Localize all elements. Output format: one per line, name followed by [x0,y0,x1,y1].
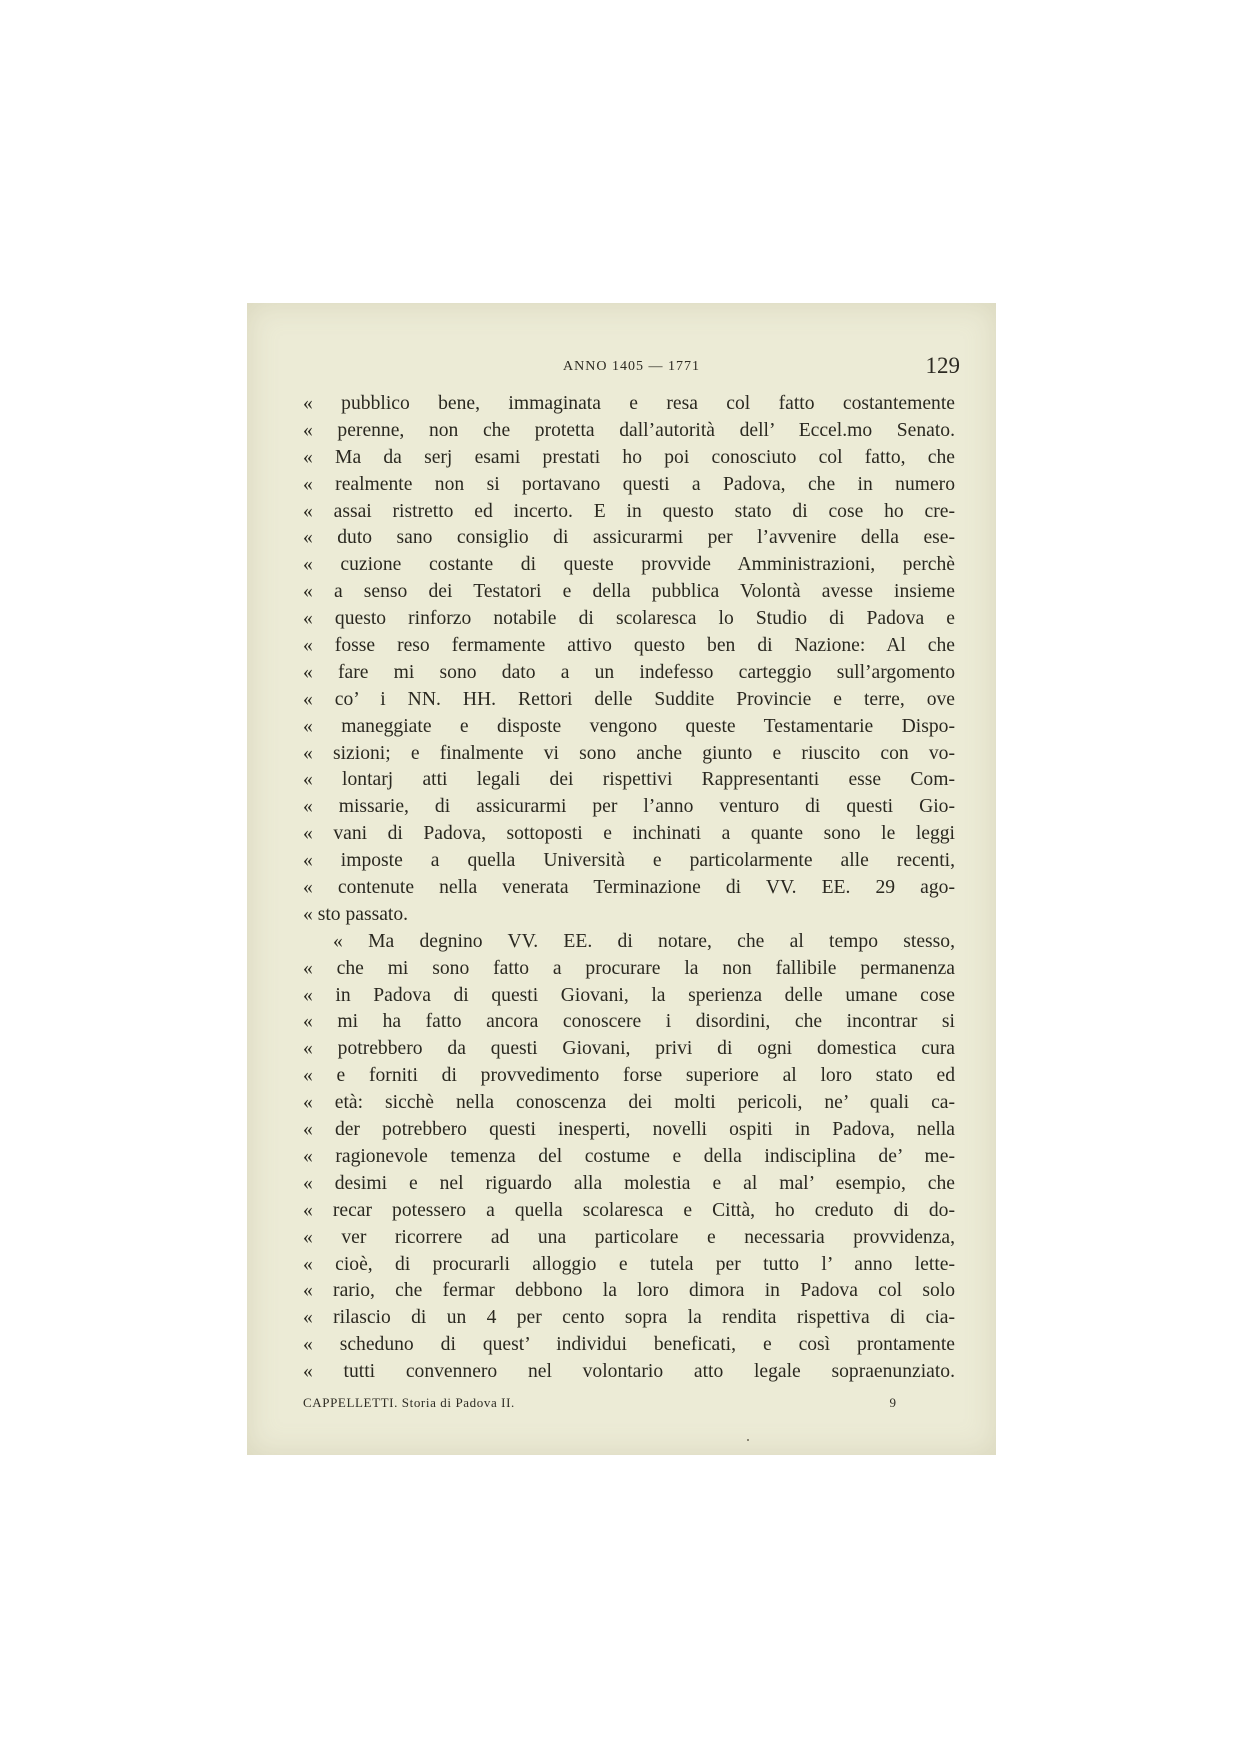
text-line: « pubblico bene, immaginata e resa col fatto costantemente [303,393,955,414]
text-line: « mi ha fatto ancora conoscere i disordini, che incontrar si [303,1011,955,1033]
text-line: « sto passato. [303,903,409,925]
text-line: « imposte a quella Università e particolarmente alle recenti, [303,850,955,872]
page-footer [303,1395,896,1415]
text-line: « età: sicchè nella conoscenza dei molti pericoli, ne’ quali ca- [303,1092,955,1114]
text-line: « Ma da serj esami prestati ho poi conosciuto col fatto, che [303,446,955,468]
page-header [303,355,960,379]
text-line: « ragionevole temenza del costume e della indisciplina de’ me- [303,1145,955,1167]
text-line: « missarie, di assicurarmi per l’anno venturo di questi Gio- [303,796,955,818]
text-line: « fare mi sono dato a un indefesso carteggio sull’argomento [303,661,955,683]
text-line: « duto sano consiglio di assicurarmi per l’avvenire della ese- [303,527,955,549]
text-line: « ver ricorrere ad una particolare e necessaria provvidenza, [303,1226,955,1248]
text-line: « fosse reso fermamente attivo questo ben di Nazione: Al che [303,635,955,657]
scanned-page [247,303,996,1455]
text-line: « sizioni; e finalmente vi sono anche giunto e riuscito con vo- [303,742,955,764]
text-line: « assai ristretto ed incerto. E in questo stato di cose ho cre- [303,500,955,522]
text-line: « Ma degnino VV. EE. di notare, che al tempo stesso, [333,930,955,952]
text-line: « rario, che fermar debbono la loro dimora in Padova col solo [303,1280,955,1302]
paper-speck [747,1439,749,1441]
text-line: « e forniti di provvedimento forse superiore al loro stato ed [303,1065,955,1087]
text-line: « der potrebbero questi inesperti, novelli ospiti in Padova, nella [303,1119,955,1141]
printer-signature: CAPPELLETTI. Storia di Padova II. [303,1395,515,1410]
text-line: « desimi e nel riguardo alla molestia e al mal’ esempio, che [303,1172,955,1194]
text-line: « perenne, non che protetta dall’autorità dell’ Eccel.mo Senato. [303,419,955,441]
text-line: « che mi sono fatto a procurare la non fallibile permanenza [303,957,955,979]
text-line: « realmente non si portavano questi a Padova, che in numero [303,473,955,495]
text-line: « contenute nella venerata Terminazione di VV. EE. 29 ago- [303,877,955,899]
text-line: « rilascio di un 4 per cento sopra la rendita rispettiva di cia- [303,1307,955,1329]
text-line: « a senso dei Testatori e della pubblica Volontà avesse insieme [303,581,955,603]
text-line: « cuzione costante di queste provvide Amministrazioni, perchè [303,554,955,576]
text-line: « potrebbero da questi Giovani, privi di ogni domestica cura [303,1038,955,1060]
text-line: « lontarj atti legali dei rispettivi Rappresentanti esse Com- [303,769,955,791]
text-line: « in Padova di questi Giovani, la sperienza delle umane cose [303,984,955,1006]
text-line: « co’ i NN. HH. Rettori delle Suddite Provincie e terre, ove [303,688,955,710]
running-title: ANNO 1405 — 1771 [563,359,700,374]
text-line: « recar potessero a quella scolaresca e Città, ho creduto di do- [303,1199,955,1221]
page-number: 129 [925,353,960,378]
body-text [303,391,955,1386]
text-line: « tutti convennero nel volontario atto legale sopraenunziato. [303,1361,955,1383]
text-line: « cioè, di procurarli alloggio e tutela per tutto l’ anno lette- [303,1253,955,1275]
text-line: « maneggiate e disposte vengono queste Testamentarie Dispo- [303,715,955,737]
text-line: « scheduno di quest’ individui beneficati, e così prontamente [303,1334,955,1356]
text-line: « questo rinforzo notabile di scolaresca lo Studio di Padova e [303,608,955,630]
text-line: « vani di Padova, sottoposti e inchinati a quante sono le leggi [303,823,955,845]
signature-mark: 9 [889,1395,896,1410]
